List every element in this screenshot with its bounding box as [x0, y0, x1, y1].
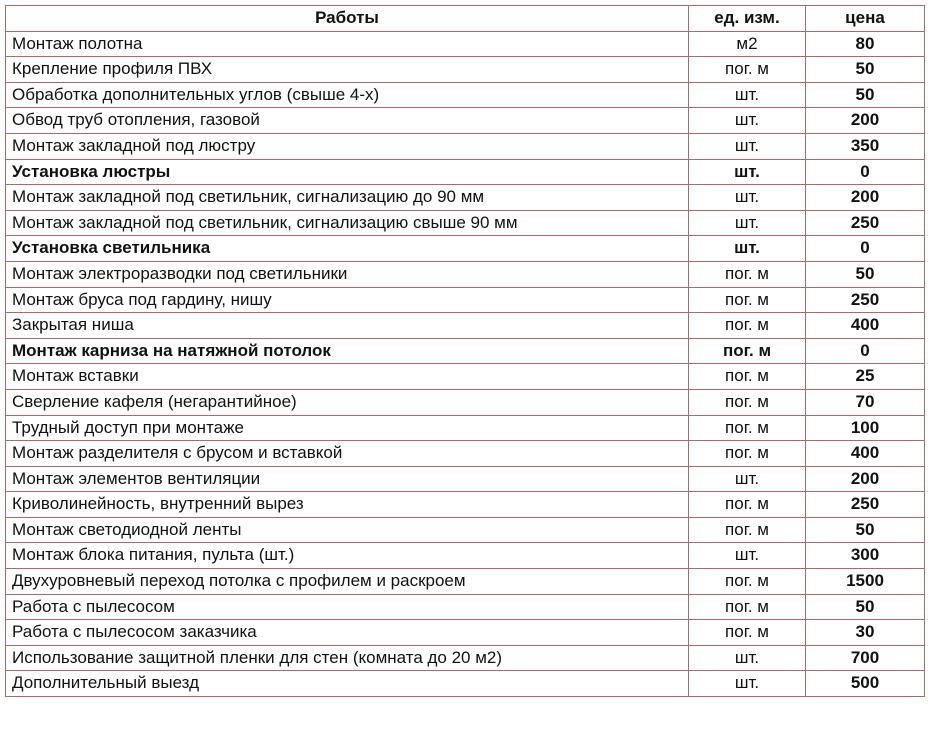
cell-price: 200 [806, 185, 925, 211]
cell-price: 80 [806, 31, 925, 57]
cell-work: Обработка дополнительных углов (свыше 4-х) [6, 82, 689, 108]
cell-unit: пог. м [689, 569, 806, 595]
cell-work: Монтаж вставки [6, 364, 689, 390]
header-unit: ед. изм. [689, 6, 806, 32]
cell-work: Использование защитной пленки для стен (комната до 20 м2) [6, 645, 689, 671]
table-row [6, 389, 925, 415]
cell-unit: пог. м [689, 517, 806, 543]
cell-price: 300 [806, 543, 925, 569]
table-row [6, 594, 925, 620]
cell-work: Монтаж разделителя с брусом и вставкой [6, 441, 689, 467]
cell-work: Установка люстры [6, 159, 689, 185]
table-row [6, 364, 925, 390]
cell-unit: пог. м [689, 364, 806, 390]
cell-work: Крепление профиля ПВХ [6, 57, 689, 83]
cell-price: 200 [806, 108, 925, 134]
cell-unit: шт. [689, 210, 806, 236]
table-row [6, 159, 925, 185]
cell-work: Монтаж бруса под гардину, нишу [6, 287, 689, 313]
header-price: цена [806, 6, 925, 32]
price-table [5, 5, 925, 697]
cell-unit: пог. м [689, 313, 806, 339]
cell-price: 70 [806, 389, 925, 415]
cell-price: 0 [806, 159, 925, 185]
cell-unit: шт. [689, 466, 806, 492]
table-row [6, 313, 925, 339]
table-row [6, 569, 925, 595]
cell-work: Обвод труб отопления, газовой [6, 108, 689, 134]
cell-unit: пог. м [689, 441, 806, 467]
table-row [6, 108, 925, 134]
cell-unit: шт. [689, 82, 806, 108]
cell-unit: шт. [689, 671, 806, 697]
cell-unit: пог. м [689, 620, 806, 646]
table-row [6, 236, 925, 262]
table-row [6, 210, 925, 236]
cell-unit: пог. м [689, 389, 806, 415]
cell-price: 350 [806, 133, 925, 159]
table-row [6, 82, 925, 108]
table-row [6, 338, 925, 364]
cell-price: 0 [806, 338, 925, 364]
cell-price: 250 [806, 492, 925, 518]
cell-unit: шт. [689, 185, 806, 211]
table-body [6, 31, 925, 696]
cell-price: 50 [806, 594, 925, 620]
table-header [6, 6, 925, 32]
table-row [6, 620, 925, 646]
cell-work: Работа с пылесосом заказчика [6, 620, 689, 646]
table-row [6, 492, 925, 518]
cell-work: Монтаж блока питания, пульта (шт.) [6, 543, 689, 569]
cell-unit: пог. м [689, 338, 806, 364]
cell-unit: шт. [689, 236, 806, 262]
cell-price: 50 [806, 261, 925, 287]
cell-price: 250 [806, 287, 925, 313]
cell-work: Сверление кафеля (негарантийное) [6, 389, 689, 415]
cell-work: Монтаж светодиодной ленты [6, 517, 689, 543]
table-row [6, 441, 925, 467]
cell-work: Монтаж закладной под люстру [6, 133, 689, 159]
cell-work: Двухуровневый переход потолка с профилем и раскроем [6, 569, 689, 595]
cell-unit: пог. м [689, 415, 806, 441]
cell-price: 250 [806, 210, 925, 236]
cell-work: Трудный доступ при монтаже [6, 415, 689, 441]
table-row [6, 261, 925, 287]
table-row [6, 57, 925, 83]
table-row [6, 287, 925, 313]
table-row [6, 671, 925, 697]
cell-price: 25 [806, 364, 925, 390]
cell-unit: шт. [689, 543, 806, 569]
cell-price: 400 [806, 313, 925, 339]
table-row [6, 31, 925, 57]
cell-work: Закрытая ниша [6, 313, 689, 339]
cell-work: Криволинейность, внутренний вырез [6, 492, 689, 518]
cell-price: 50 [806, 517, 925, 543]
table-row [6, 466, 925, 492]
cell-unit: шт. [689, 159, 806, 185]
cell-unit: шт. [689, 133, 806, 159]
table-row [6, 133, 925, 159]
cell-unit: пог. м [689, 492, 806, 518]
cell-work: Монтаж закладной под светильник, сигнализацию до 90 мм [6, 185, 689, 211]
cell-unit: шт. [689, 645, 806, 671]
cell-price: 400 [806, 441, 925, 467]
cell-unit: пог. м [689, 287, 806, 313]
cell-work: Монтаж закладной под светильник, сигнализацию свыше 90 мм [6, 210, 689, 236]
cell-price: 0 [806, 236, 925, 262]
cell-unit: м2 [689, 31, 806, 57]
cell-unit: пог. м [689, 594, 806, 620]
cell-work: Монтаж элементов вентиляции [6, 466, 689, 492]
table-row [6, 517, 925, 543]
cell-unit: пог. м [689, 261, 806, 287]
cell-unit: шт. [689, 108, 806, 134]
cell-unit: пог. м [689, 57, 806, 83]
cell-work: Монтаж электроразводки под светильники [6, 261, 689, 287]
cell-work: Дополнительный выезд [6, 671, 689, 697]
header-work: Работы [6, 6, 689, 32]
cell-price: 500 [806, 671, 925, 697]
cell-work: Монтаж карниза на натяжной потолок [6, 338, 689, 364]
cell-price: 30 [806, 620, 925, 646]
cell-price: 100 [806, 415, 925, 441]
cell-price: 200 [806, 466, 925, 492]
cell-price: 50 [806, 82, 925, 108]
cell-price: 50 [806, 57, 925, 83]
cell-price: 700 [806, 645, 925, 671]
cell-work: Работа с пылесосом [6, 594, 689, 620]
table-row [6, 415, 925, 441]
table-row [6, 185, 925, 211]
cell-work: Монтаж полотна [6, 31, 689, 57]
table-row [6, 543, 925, 569]
header-row [6, 6, 925, 32]
table-row [6, 645, 925, 671]
cell-price: 1500 [806, 569, 925, 595]
cell-work: Установка светильника [6, 236, 689, 262]
